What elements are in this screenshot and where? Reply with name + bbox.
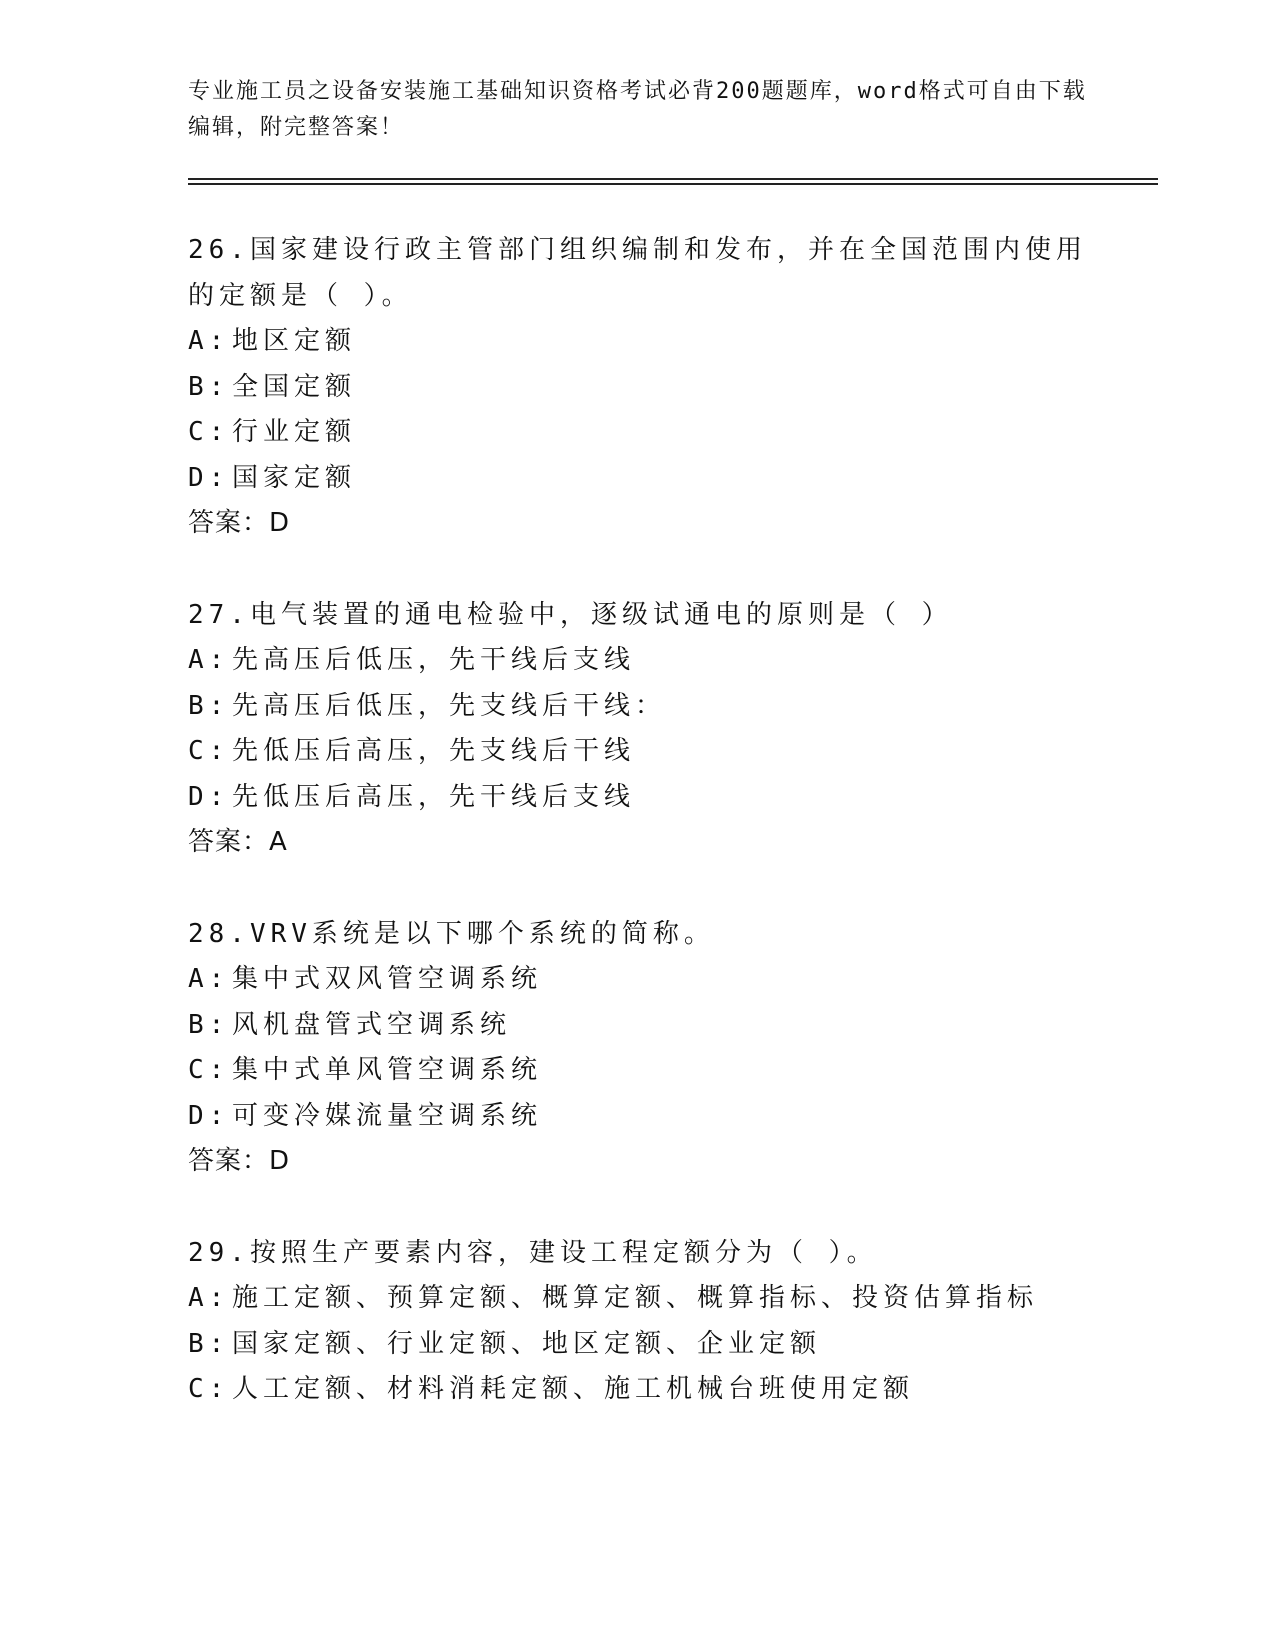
option-letter: B: (188, 1009, 230, 1040)
option-text: 先高压后低压，先支线后干线： (232, 690, 667, 721)
option-text: 行业定额 (232, 417, 357, 447)
answer-line: 答案：A (188, 827, 288, 857)
question-stem: 28.VRV系统是以下哪个系统的简称。 (188, 918, 715, 949)
option-text: 施工定额、预算定额、概算定额、概算指标、投资估算指标 (232, 1283, 1039, 1313)
question-stem: 26.国家建设行政主管部门组织编制和发布，并在全国范围内使用的定额是（ ）。 (188, 235, 1087, 311)
option-d (188, 775, 1088, 821)
option-c (188, 729, 1088, 775)
option-letter: C: (188, 1374, 230, 1404)
option-text: 先高压后低压，先干线后支线 (232, 645, 636, 675)
option-letter: A: (188, 645, 230, 675)
question-26 (188, 228, 1088, 547)
header-divider-top (188, 178, 1158, 180)
option-b (188, 1003, 1088, 1049)
question-29 (188, 1231, 1088, 1413)
option-text: 先低压后高压，先干线后支线 (232, 781, 636, 812)
option-c (188, 1048, 1088, 1094)
option-letter: D: (188, 781, 230, 812)
option-text: 地区定额 (232, 326, 357, 356)
header-divider-bottom (188, 183, 1158, 185)
option-letter: D: (188, 462, 230, 493)
option-b (188, 1322, 1088, 1368)
document-intro: 专业施工员之设备安装施工基础知识资格考试必背200题题库，word格式可自由下载编辑，附完整答案！ (188, 79, 1087, 140)
option-letter: B: (188, 371, 230, 402)
answer-line: 答案：D (188, 1146, 291, 1176)
question-list (188, 228, 1088, 1459)
option-a (188, 638, 1088, 684)
answer-line: 答案：D (188, 508, 291, 538)
option-c (188, 1367, 1088, 1413)
question-stem: 29.按照生产要素内容，建设工程定额分为（ ）。 (188, 1237, 878, 1268)
question-28 (188, 912, 1088, 1185)
question-stem: 27.电气装置的通电检验中，逐级试通电的原则是（ ） (188, 599, 953, 630)
option-text: 风机盘管式空调系统 (232, 1009, 512, 1040)
option-b (188, 684, 1088, 730)
option-letter: A: (188, 1283, 230, 1313)
option-d (188, 1094, 1088, 1140)
option-text: 人工定额、材料消耗定额、施工机械台班使用定额 (232, 1374, 915, 1404)
option-letter: C: (188, 1055, 230, 1085)
option-letter: A: (188, 964, 230, 994)
option-text: 国家定额 (232, 462, 357, 493)
option-a (188, 1276, 1088, 1322)
option-a (188, 319, 1088, 365)
option-letter: C: (188, 417, 230, 447)
option-text: 集中式单风管空调系统 (232, 1055, 543, 1085)
option-d (188, 456, 1088, 502)
option-letter: D: (188, 1100, 230, 1131)
question-27 (188, 593, 1088, 866)
option-text: 先低压后高压，先支线后干线 (232, 736, 636, 766)
option-letter: B: (188, 1328, 230, 1359)
option-a (188, 957, 1088, 1003)
option-text: 国家定额、行业定额、地区定额、企业定额 (232, 1328, 822, 1359)
option-letter: C: (188, 736, 230, 766)
option-text: 全国定额 (232, 371, 357, 402)
option-c (188, 410, 1088, 456)
option-b (188, 365, 1088, 411)
option-letter: B: (188, 690, 230, 721)
option-text: 可变冷媒流量空调系统 (232, 1100, 543, 1131)
option-letter: A: (188, 326, 230, 356)
option-text: 集中式双风管空调系统 (232, 964, 543, 994)
